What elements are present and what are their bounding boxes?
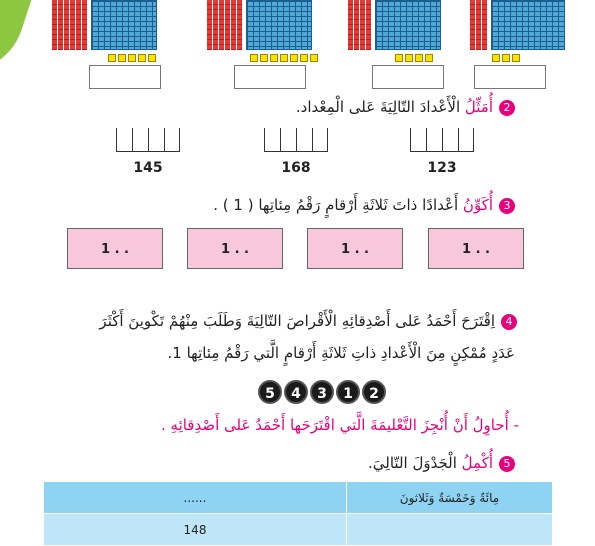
try-line-text: - أُحاوِلُ أَنْ أُنْجِزَ التَّعْليمَةَ الَّتي اقْتَرَحَها أَحْمَدُ عَلى أَصْدِقائِهِ . [160,416,519,434]
abacus-number-3: 123 [427,160,457,176]
base-ten-group-2 [207,0,312,50]
exercise-5-heading [368,454,515,472]
base-ten-group-1 [52,0,157,50]
exercise-text: اِقْتَرَحَ أَحْمَدُ عَلى أَصْدِقائِهِ الْأَقْراصَ التّالِيَةَ وَطَلَبَ مِنْهُمْ تَكْوينَ أَكْثَرَ [99,312,495,330]
exercise-text: الْجَدْوَلَ التّالِيَ. [368,454,462,472]
number-card-4[interactable]: 1 . . [428,228,524,269]
exercise-4-try-line [161,416,519,434]
disc: 4 [284,380,308,404]
unit-cubes-3 [395,54,433,62]
exercise-verb: أُكْمِلُ [461,454,493,472]
unit-cubes-4 [492,54,520,62]
abacus-3[interactable] [410,128,474,152]
abacus-2[interactable] [264,128,328,152]
abacus-number-1: 145 [133,160,163,176]
exercise-number: 4 [501,314,517,330]
exercise-text: أَعْدادًا ذاتَ ثَلاثَةِ أَرْقامٍ رَقْمُ مِئاتِها ( 1 ) . [213,196,463,214]
exercise-number: 5 [499,456,515,472]
unit-cubes-2 [250,54,318,62]
table-row [44,514,553,546]
disc: 1 [336,380,360,404]
base-ten-group-4 [470,0,565,50]
exercise-verb: أُكَوِّنُ [462,196,493,214]
completion-table [43,481,553,546]
exercise-number: 2 [499,100,515,116]
exercise-verb: أُمَثِّلُ [464,98,493,116]
table-row [44,482,553,514]
answer-box-3[interactable] [372,65,444,89]
number-card-1[interactable]: 1 . . [67,228,163,269]
exercise-text: الْأَعْدادَ التّالِيَةَ عَلى الْمِعْداد. [295,98,465,116]
exercise-4-line-1 [99,312,517,330]
exercise-4-line-2: عَدَدٍ مُمْكِنٍ مِنَ الْأَعْدادِ ذاتِ ثَلاثَةِ أَرْقامٍ الَّتي رَقْمُ مِئاتِها 1. [167,344,515,362]
answer-box-1[interactable] [89,65,161,89]
exercise-number: 3 [499,198,515,214]
table-cell-left[interactable]: ...... [44,482,347,514]
answer-box-4[interactable] [474,65,546,89]
number-card-2[interactable]: 1 . . [187,228,283,269]
exercise-3-heading [213,196,515,214]
table-cell-left: 148 [44,514,347,546]
base-ten-group-3 [348,0,441,50]
number-discs [258,380,386,404]
answer-box-2[interactable] [234,65,306,89]
unit-cubes-1 [108,54,156,62]
table-cell-right[interactable] [347,514,553,546]
disc: 3 [310,380,334,404]
abacus-1[interactable] [116,128,180,152]
table-cell-right: مِائَةٌ وَخَمْسَةٌ وَثَلاثونَ [347,482,553,514]
abacus-number-2: 168 [281,160,311,176]
disc: 2 [362,380,386,404]
number-card-3[interactable]: 1 . . [307,228,403,269]
disc: 5 [258,380,282,404]
page-corner-decoration [0,0,34,87]
exercise-2-heading [296,98,515,116]
